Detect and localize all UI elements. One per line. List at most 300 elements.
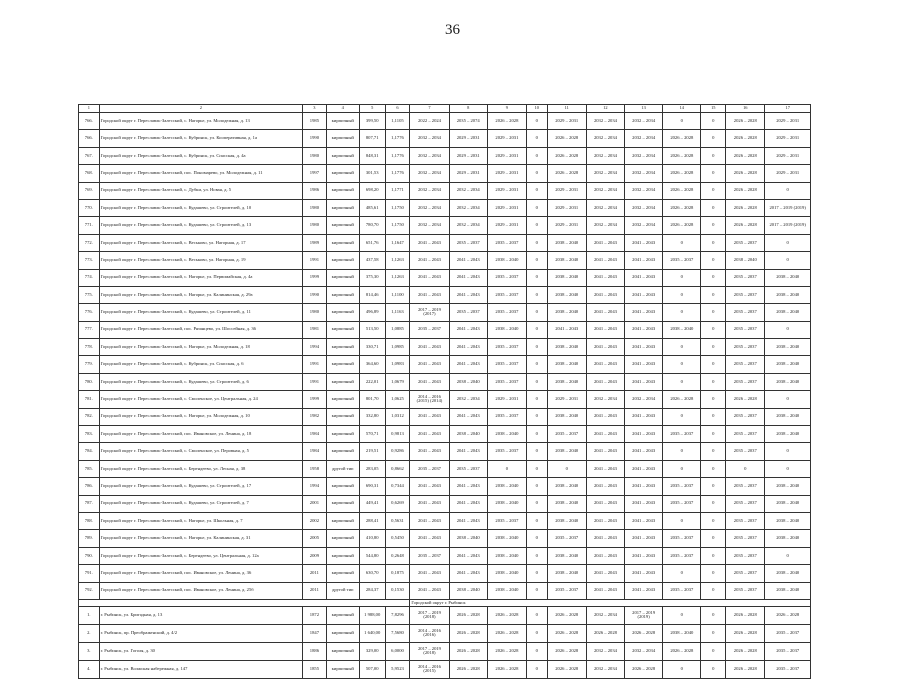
table-cell: 0 [526,165,547,182]
table-cell: 2035 – 2037 [726,495,765,512]
table-row [79,495,811,512]
table-cell: 2041 – 2043 [410,512,449,529]
table-cell: 2026 – 2028 [547,642,586,660]
table-cell: 1847 [303,624,327,642]
table-cell: 786. [79,478,100,495]
table-cell: 0 [701,582,726,599]
table-cell: 2026 – 2028 [726,165,765,182]
address-cell: Городской округ г. Переславль-Залесский, с. Кудашево, ул. Строителей, д. 13 [99,217,302,234]
table-cell: 0 [526,339,547,356]
table-cell: 0 [701,182,726,199]
table-cell: 2009 [303,547,327,564]
table-cell: 2026 – 2028 [726,182,765,199]
column-number-cell: 3 [303,105,327,113]
table-cell: 2038 – 2040 [547,565,586,582]
table-cell: 1,0625 [385,391,410,408]
table-cell: 0 [663,443,701,460]
table-cell: кирпичный [326,512,359,529]
table-cell: 2041 – 2043 [586,234,624,251]
table-cell: 2038 – 2040 [765,304,811,321]
table-cell: 2035 – 2037 [765,660,811,678]
table-cell: 814,46 [359,286,385,303]
table-cell: кирпичный [326,495,359,512]
table-cell: 2041 – 2043 [586,443,624,460]
table-row [79,408,811,425]
table-cell: 630,70 [359,565,385,582]
table-cell: 2035 – 2037 [726,304,765,321]
table-cell: 2026 – 2028 [449,642,487,660]
address-cell: Городской округ г. Переславль-Залесский, пос. Ивановское, ул. Ленина, д. 25б [99,582,302,599]
table-cell: 1,1263 [385,269,410,286]
table-cell: 2029 – 2031 [547,113,586,130]
table-cell: 2041 – 2043 [625,269,663,286]
table-row [79,530,811,547]
column-number-cell: 15 [701,105,726,113]
table-cell: кирпичный [326,217,359,234]
table-row [79,286,811,303]
table-cell: 0 [526,547,547,564]
table-cell: 2035 – 2037 [487,269,526,286]
table-cell: 0 [701,426,726,443]
table-cell: другой тип [326,460,359,477]
table-cell: 1886 [303,642,327,660]
table-cell: кирпичный [326,426,359,443]
table-cell: 2026 – 2028 [726,606,765,624]
table-cell: 2032 – 2034 [625,165,663,182]
table-cell: 0 [663,512,701,529]
table-cell: 2035 – 2037 [547,582,586,599]
table-cell: 2041 – 2043 [625,495,663,512]
table-cell: 0 [701,199,726,216]
table-cell: 767. [79,147,100,164]
table-cell: 2026 – 2028 [726,391,765,408]
table-cell: 2035 – 2037 [765,642,811,660]
table-cell: 2026 – 2028 [726,113,765,130]
table-cell: кирпичный [326,373,359,390]
table-cell: 2029 – 2031 [487,147,526,164]
table-cell: 2026 – 2028 [726,199,765,216]
table-cell: 2041 – 2043 [586,373,624,390]
table-cell: 1,1263 [385,252,410,269]
table-cell: 1,1776 [385,147,410,164]
table-cell: 0 [701,234,726,251]
table-cell: 2029 – 2031 [487,199,526,216]
table-cell: 2026 – 2028 [449,660,487,678]
table-cell: 792. [79,582,100,599]
table-cell: 1997 [303,165,327,182]
table-cell: 2026 – 2028 [487,660,526,678]
table-cell: 2029 – 2031 [487,217,526,234]
table-cell: 784. [79,443,100,460]
table-cell: 2029 – 2031 [547,182,586,199]
table-row [79,113,811,130]
address-cell: Городской округ г. Переславль-Залесский, с. Веськово, ул. Нагорная, д. 17 [99,234,302,251]
table-cell: 2026 – 2028 [663,165,701,182]
table-cell: 2038 – 2040 [487,321,526,338]
address-cell: Городской округ г. Переславль-Залесский, с. Нагорье, ул. Молодежная, д. 10 [99,408,302,425]
table-cell: кирпичный [326,530,359,547]
table-cell: 1986 [303,182,327,199]
table-cell: 283,05 [359,460,385,477]
table-cell: 0 [701,130,726,147]
table-cell: кирпичный [326,165,359,182]
table-cell: 2038 – 2040 [547,339,586,356]
table-cell: 0 [701,565,726,582]
address-cell: Городской округ г. Переславль-Залесский, с. Берендеево, ул. Центральная, д. 12а [99,547,302,564]
table-cell: 2035 – 2037 [663,478,701,495]
table-cell: 2032 – 2034 [625,199,663,216]
table-cell: 2026 – 2028 [726,217,765,234]
table-cell: 0 [526,642,547,660]
table-cell: кирпичный [326,182,359,199]
table-cell: 0 [526,478,547,495]
table-cell: 1991 [303,373,327,390]
table-cell: 2026 – 2028 [663,199,701,216]
table-cell: 2032 – 2034 [586,199,624,216]
table-cell: 1991 [303,356,327,373]
table-row [79,373,811,390]
table-cell: 0 [663,269,701,286]
column-number-cell: 16 [726,105,765,113]
table-cell: 2026 – 2028 [487,606,526,624]
table-cell: 2041 – 2043 [586,408,624,425]
table-cell: 1984 [303,426,327,443]
table-cell: 2005 [303,530,327,547]
table-cell: 2032 – 2034 [625,113,663,130]
table-cell: 2038 – 2040 [765,530,811,547]
column-number-cell: 13 [625,105,663,113]
table-cell: кирпичный [326,252,359,269]
table-cell: 329,00 [359,642,385,660]
address-cell: Городской округ г. Переславль-Залесский, пос. Ивановское, ул. Ленина, д. 36 [99,565,302,582]
table-cell: 437,58 [359,252,385,269]
table-cell: 0 [526,660,547,678]
table-cell: 2038 – 2040 [547,495,586,512]
table-cell: 789. [79,530,100,547]
table-cell: 0 [701,547,726,564]
table-cell: 332,80 [359,408,385,425]
table-row [79,147,811,164]
table-cell: 2041 – 2043 [410,443,449,460]
table-cell: кирпичный [326,624,359,642]
table-cell: 2026 – 2028 [726,130,765,147]
table-cell: 2035 – 2037 [726,512,765,529]
table-cell: 0 [701,624,726,642]
table-cell: 2041 – 2043 [625,356,663,373]
table-cell: 1872 [303,606,327,624]
table-cell: 1980 [303,147,327,164]
table-cell: 775. [79,286,100,303]
table-cell: 364,60 [359,356,385,373]
table-cell: 2026 – 2028 [547,624,586,642]
table-row [79,443,811,460]
table-row [79,460,811,477]
table-cell: 1990 [303,130,327,147]
column-number-cell: 6 [385,105,410,113]
table-cell: 0,5450 [385,530,410,547]
table-cell: 1855 [303,660,327,678]
table-cell: 2011 [303,565,327,582]
table-cell: 2032 – 2034 [586,217,624,234]
table-cell: 2032 – 2034 [586,147,624,164]
table-cell: 2041 – 2043 [625,252,663,269]
table-cell: 2032 – 2034 [449,217,487,234]
table-row [79,426,811,443]
table-cell: 0 [526,443,547,460]
table-cell: 773. [79,252,100,269]
table-cell: 785. [79,460,100,477]
table-cell: 0 [701,408,726,425]
table-cell: 2041 – 2043 [586,547,624,564]
table-cell: 2026 – 2028 [726,642,765,660]
table-cell: кирпичный [326,642,359,660]
address-cell: Городской округ г. Переславль-Залесский, с. Нагорье, ул. Калининская, д. 29а [99,286,302,303]
address-cell: г. Рыбинск, пр. Преображенский, д. 4/2 [99,624,302,642]
table-cell: 2035 – 2037 [663,252,701,269]
table-cell: 2032 – 2034 [586,130,624,147]
table-cell: 2026 – 2028 [547,165,586,182]
table-cell: 2041 – 2043 [449,478,487,495]
table-cell: 2041 – 2043 [410,269,449,286]
table-cell: 2038 – 2040 [449,373,487,390]
table-cell: 2026 – 2028 [663,147,701,164]
table-cell: 2035 – 2037 [726,321,765,338]
table-row [79,165,811,182]
table-cell: 0 [526,408,547,425]
section-spacer [79,599,410,606]
table-cell: 2026 – 2028 [487,642,526,660]
table-cell: 777. [79,321,100,338]
table-cell: кирпичный [326,113,359,130]
table-cell: 2032 – 2034 [410,182,449,199]
table-cell: 2041 – 2043 [449,565,487,582]
table-cell: 1,0885 [385,321,410,338]
table-cell: 768. [79,165,100,182]
table-cell: 0 [726,460,765,477]
table-cell: 2041 – 2043 [586,339,624,356]
table-cell: 2041 – 2043 [586,304,624,321]
address-cell: Городской округ г. Переславль-Залесский, с. Кубринск, ул. Кооперативная, д. 1а [99,130,302,147]
address-cell: Городской округ г. Переславль-Залесский, пос. Рязанцево, ул. Шоссейная, д. 36 [99,321,302,338]
table-cell: 2017 – 2019 (2019) [625,606,663,624]
table-cell: 2038 – 2040 [765,565,811,582]
table-cell: 1984 [303,443,327,460]
table-cell: 2041 – 2043 [547,321,586,338]
table-cell: 1,0983 [385,356,410,373]
table-cell: 780,70 [359,217,385,234]
table-cell: 2041 – 2043 [625,321,663,338]
table-cell: 2038 – 2040 [765,495,811,512]
table-cell: 0 [701,321,726,338]
table-cell: 783. [79,426,100,443]
table-cell: 2032 – 2034 [586,606,624,624]
table-row [79,565,811,582]
table-cell: 0 [701,530,726,547]
table-cell: кирпичный [326,391,359,408]
table-cell: 2035 – 2037 [765,624,811,642]
table-cell: 779. [79,356,100,373]
table-cell: 1982 [303,408,327,425]
column-number-cell: 11 [547,105,586,113]
table-cell: 1991 [303,252,327,269]
table-cell: кирпичный [326,606,359,624]
table-cell: 1 988,00 [359,606,385,624]
table-cell: 2041 – 2043 [410,356,449,373]
table-cell: 2035 – 2037 [487,408,526,425]
table-cell: 5,9523 [385,660,410,678]
table-cell: 2029 – 2031 [487,130,526,147]
column-number-cell: 7 [410,105,449,113]
table-cell: 0 [663,373,701,390]
table-row [79,547,811,564]
table-cell: 1989 [303,234,327,251]
table-cell: 375,30 [359,269,385,286]
table-cell: 2029 – 2031 [547,199,586,216]
table-cell: 690,31 [359,478,385,495]
table-cell: 2038 – 2040 [547,252,586,269]
table-cell: 0 [765,460,811,477]
table-cell: 0,5631 [385,512,410,529]
table-cell: 2041 – 2043 [586,321,624,338]
table-cell: 2029 – 2031 [449,130,487,147]
table-cell: 3. [79,642,100,660]
table-cell: кирпичный [326,408,359,425]
table-cell: 2029 – 2031 [487,391,526,408]
table-cell: 0 [526,252,547,269]
table-cell: 770. [79,199,100,216]
table-cell: 2035 – 2037 [726,478,765,495]
table-cell: 0 [526,391,547,408]
table-cell: 0 [663,408,701,425]
table-cell: 0 [701,495,726,512]
table-cell: 1,1771 [385,182,410,199]
table-cell: 0 [487,460,526,477]
table-cell: 0 [663,234,701,251]
table-cell: 2032 – 2034 [410,217,449,234]
address-cell: Городской округ г. Переславль-Залесский, с. Кудашево, ул. Строителей, д. 6 [99,373,302,390]
table-row [79,217,811,234]
table-cell: 778. [79,339,100,356]
table-cell: 0 [526,460,547,477]
table-cell: другой тип [326,582,359,599]
table-cell: 2038 – 2040 [663,321,701,338]
table-cell: 2035 – 2037 [487,339,526,356]
table-cell: 330,71 [359,339,385,356]
table-cell: 791. [79,565,100,582]
table-cell: 0 [526,606,547,624]
table-cell: 2035 – 2037 [726,547,765,564]
table-cell: 2026 – 2028 [663,642,701,660]
table-cell: 2041 – 2043 [449,512,487,529]
table-cell: 1980 [303,217,327,234]
table-cell: 288,41 [359,512,385,529]
table-cell: 807,71 [359,130,385,147]
table-cell: 0 [663,113,701,130]
table-cell: 2038 – 2040 [547,408,586,425]
table-cell: 2038 – 2040 [487,252,526,269]
table-cell: 2041 – 2043 [410,478,449,495]
table-cell: 2041 – 2043 [625,478,663,495]
table-cell: 0 [526,130,547,147]
table-cell: кирпичный [326,147,359,164]
table-cell: 0 [663,606,701,624]
table-cell: 0 [663,660,701,678]
table-cell: 2026 – 2028 [487,113,526,130]
table-cell: 2035 – 2037 [487,286,526,303]
table-cell: 2035 – 2037 [726,286,765,303]
table-cell: 0 [663,356,701,373]
table-cell: 2041 – 2043 [625,582,663,599]
table-cell: 301,53 [359,165,385,182]
table-cell: 2017 – 2019 (2019) [765,217,811,234]
table-cell: кирпичный [326,547,359,564]
table-row [79,321,811,338]
table-cell: 2011 [303,582,327,599]
table-cell: 801,70 [359,391,385,408]
table-cell: 698,20 [359,182,385,199]
table-cell: 2041 – 2043 [625,565,663,582]
table-cell: 2038 – 2040 [765,339,811,356]
address-cell: г. Рыбинск, ул. Бригадная, д. 13 [99,606,302,624]
column-number-cell: 4 [326,105,359,113]
table-cell: 2038 – 2040 [765,408,811,425]
address-cell: Городской округ г. Переславль-Залесский, пос. Ивановское, ул. Ленина, д. 18 [99,426,302,443]
table-cell: 2038 – 2040 [449,530,487,547]
table-cell: 2029 – 2031 [765,113,811,130]
address-cell: г. Рыбинск, ул. Гоголя, д. 30 [99,642,302,660]
table-cell: 774. [79,269,100,286]
table-cell: 2041 – 2043 [625,547,663,564]
table-cell: 2026 – 2028 [726,624,765,642]
table-cell: 2038 – 2040 [765,373,811,390]
table-cell: 0 [526,582,547,599]
address-cell: Городской округ г. Переславль-Залесский, с. Смоленское, ул. Центральная, д. 24 [99,391,302,408]
table-cell: 2014 – 2016 (2015) [410,660,449,678]
table-cell: 1994 [303,478,327,495]
table-cell: 2038 – 2040 [547,478,586,495]
table-cell: 0 [526,373,547,390]
table-cell: 0,2648 [385,547,410,564]
table-cell: 0 [701,304,726,321]
table-cell: 2035 – 2037 [449,304,487,321]
table-cell: 2029 – 2031 [449,165,487,182]
table-cell: 2035 – 2037 [410,321,449,338]
table-row [79,356,811,373]
table-cell: 2026 – 2028 [547,147,586,164]
table-cell: 2032 – 2034 [586,182,624,199]
table-cell: 1981 [303,321,327,338]
table-cell: 2041 – 2043 [410,495,449,512]
table-cell: кирпичный [326,304,359,321]
table-cell: 1,0679 [385,373,410,390]
table-cell: 2035 – 2037 [663,582,701,599]
table-cell: 0 [701,339,726,356]
column-number-cell: 12 [586,105,624,113]
table-cell: 2035 – 2037 [726,582,765,599]
table-row [79,478,811,495]
table-cell: 219,51 [359,443,385,460]
table-cell: 2032 – 2034 [449,391,487,408]
table-cell: 2041 – 2043 [625,339,663,356]
table-cell: 0 [701,356,726,373]
table-cell: 2029 – 2031 [547,391,586,408]
table-cell: 2026 – 2028 [625,660,663,678]
table-cell: 0 [526,530,547,547]
table-cell: 2035 – 2037 [487,512,526,529]
table-cell: 2032 – 2034 [410,130,449,147]
table-cell: 1,1105 [385,113,410,130]
table-cell: 0 [701,113,726,130]
